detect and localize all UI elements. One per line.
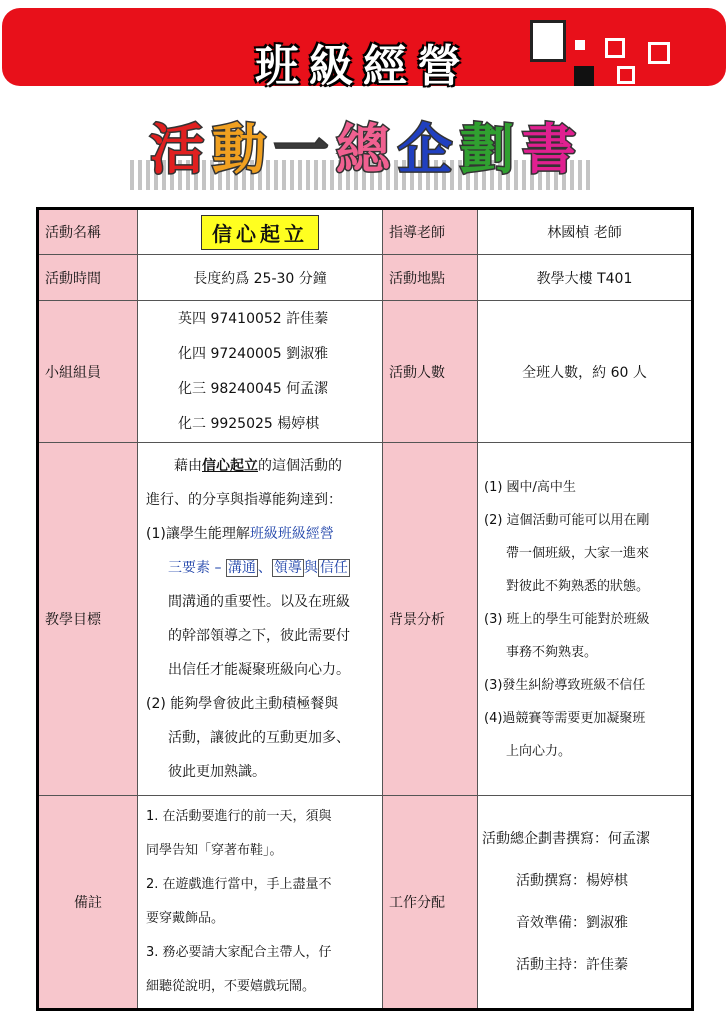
teacher-label: 指導老師 bbox=[383, 209, 478, 255]
background-item: 上向心力。 bbox=[506, 743, 572, 759]
note-item: 要穿戴飾品。 bbox=[146, 911, 225, 926]
time-label: 活動時間 bbox=[38, 255, 138, 301]
goal-label: 教學目標 bbox=[38, 443, 138, 796]
goal-text: 活動，讓彼此的互動更加多、 bbox=[168, 730, 350, 746]
plan-subtitle bbox=[150, 110, 590, 190]
goal-keyword: 信心起立 bbox=[202, 458, 258, 474]
subtitle-char: 總 bbox=[336, 118, 390, 181]
work-item: 音效準備：劉淑雅 bbox=[516, 915, 628, 931]
subtitle-char: 書 bbox=[522, 118, 576, 181]
goal-cell: 藉由信心起立的這個活動的 進行、的分享與指導能夠達到： (1)讓學生能理解班級班級經營 三要素 – 溝通 、 領導 與 信任 間溝通的重要性。以及在班級 的幹部領導之下，彼此需要付 出信任才能凝聚班級向心力。 (2) 能夠學會彼此主動積極餐與 活動，讓彼此的互動更加多、 彼此更加熟識。 bbox=[138, 443, 383, 796]
deco-square bbox=[648, 42, 670, 64]
deco-square bbox=[575, 40, 585, 50]
goal-text: (2) 能夠學會彼此主動積極餐與 bbox=[146, 696, 339, 712]
goal-text: 出信任才能凝聚班級向心力。 bbox=[168, 662, 350, 678]
note-item: 2. 在遊戲進行當中，手上盡量不 bbox=[146, 877, 332, 892]
activity-name-cell bbox=[138, 209, 383, 255]
background-label: 背景分析 bbox=[383, 443, 478, 796]
goal-text: 彼此更加熟識。 bbox=[168, 764, 266, 780]
member-item: 化二 9925025 楊婷棋 bbox=[178, 415, 320, 432]
member-item: 英四 97410052 許佳蓁 bbox=[178, 310, 329, 327]
banner-title: 班級經營 bbox=[255, 41, 471, 92]
background-item: 對彼此不夠熟悉的狀態。 bbox=[506, 578, 650, 594]
member-item: 化四 97240005 劉淑雅 bbox=[178, 345, 329, 362]
note-item: 細聽從說明，不要嬉戲玩鬧。 bbox=[146, 979, 316, 994]
background-item: 帶一個班級，大家一進來 bbox=[506, 545, 650, 561]
subtitle-char: 企 bbox=[398, 118, 452, 181]
work-item: 活動主持：許佳蓁 bbox=[516, 957, 628, 973]
subtitle-char: 劃 bbox=[460, 118, 514, 181]
goal-text: 進行、的分享與指導能夠達到： bbox=[146, 492, 342, 508]
work-item: 活動撰寫：楊婷棋 bbox=[516, 873, 628, 889]
deco-square bbox=[530, 20, 566, 62]
work-label: 工作分配 bbox=[383, 796, 478, 1010]
note-item: 同學告知「穿著布鞋」。 bbox=[146, 843, 283, 858]
goal-text: 的幹部領導之下，彼此需要付 bbox=[168, 628, 350, 644]
background-item: (2) 這個活動可能可以用在剛 bbox=[484, 512, 650, 528]
deco-square bbox=[617, 66, 635, 84]
note-item: 1. 在活動要進行的前一天，須與 bbox=[146, 809, 332, 824]
count-value: 全班人數，約 60 人 bbox=[478, 301, 693, 443]
background-item: (3)發生糾紛導致班級不信任 bbox=[484, 677, 646, 693]
deco-square bbox=[574, 66, 594, 86]
background-item: (4)過競賽等需要更加凝聚班 bbox=[484, 710, 646, 726]
subtitle-char: 動 bbox=[212, 118, 266, 181]
activity-plan-table bbox=[36, 207, 694, 1011]
teacher-value: 林國楨 老師 bbox=[478, 209, 693, 255]
deco-square bbox=[605, 38, 625, 58]
note-label: 備註 bbox=[38, 796, 138, 1010]
member-item: 化三 98240045 何孟潔 bbox=[178, 380, 329, 397]
background-cell bbox=[478, 443, 693, 796]
subtitle-char: 一 bbox=[274, 118, 328, 181]
background-item: 事務不夠熟衷。 bbox=[506, 644, 598, 660]
note-cell bbox=[138, 796, 383, 1010]
place-value: 教學大樓 T401 bbox=[478, 255, 693, 301]
time-value: 長度約爲 25-30 分鐘 bbox=[138, 255, 383, 301]
work-cell bbox=[478, 796, 693, 1010]
work-item: 活動總企劃書撰寫：何孟潔 bbox=[482, 831, 650, 847]
count-label: 活動人數 bbox=[383, 301, 478, 443]
background-item: (1) 國中/高中生 bbox=[484, 479, 576, 495]
background-item: (3) 班上的學生可能對於班級 bbox=[484, 611, 650, 627]
subtitle-char: 活 bbox=[150, 118, 204, 181]
note-item: 3. 務必要請大家配合主帶人，仔 bbox=[146, 945, 332, 960]
members-label: 小組組員 bbox=[38, 301, 138, 443]
members-cell bbox=[138, 301, 383, 443]
place-label: 活動地點 bbox=[383, 255, 478, 301]
activity-name-value: 信心起立 bbox=[201, 215, 319, 250]
activity-name-label: 活動名稱 bbox=[38, 209, 138, 255]
goal-text: 間溝通的重要性。以及在班級 bbox=[168, 594, 350, 610]
